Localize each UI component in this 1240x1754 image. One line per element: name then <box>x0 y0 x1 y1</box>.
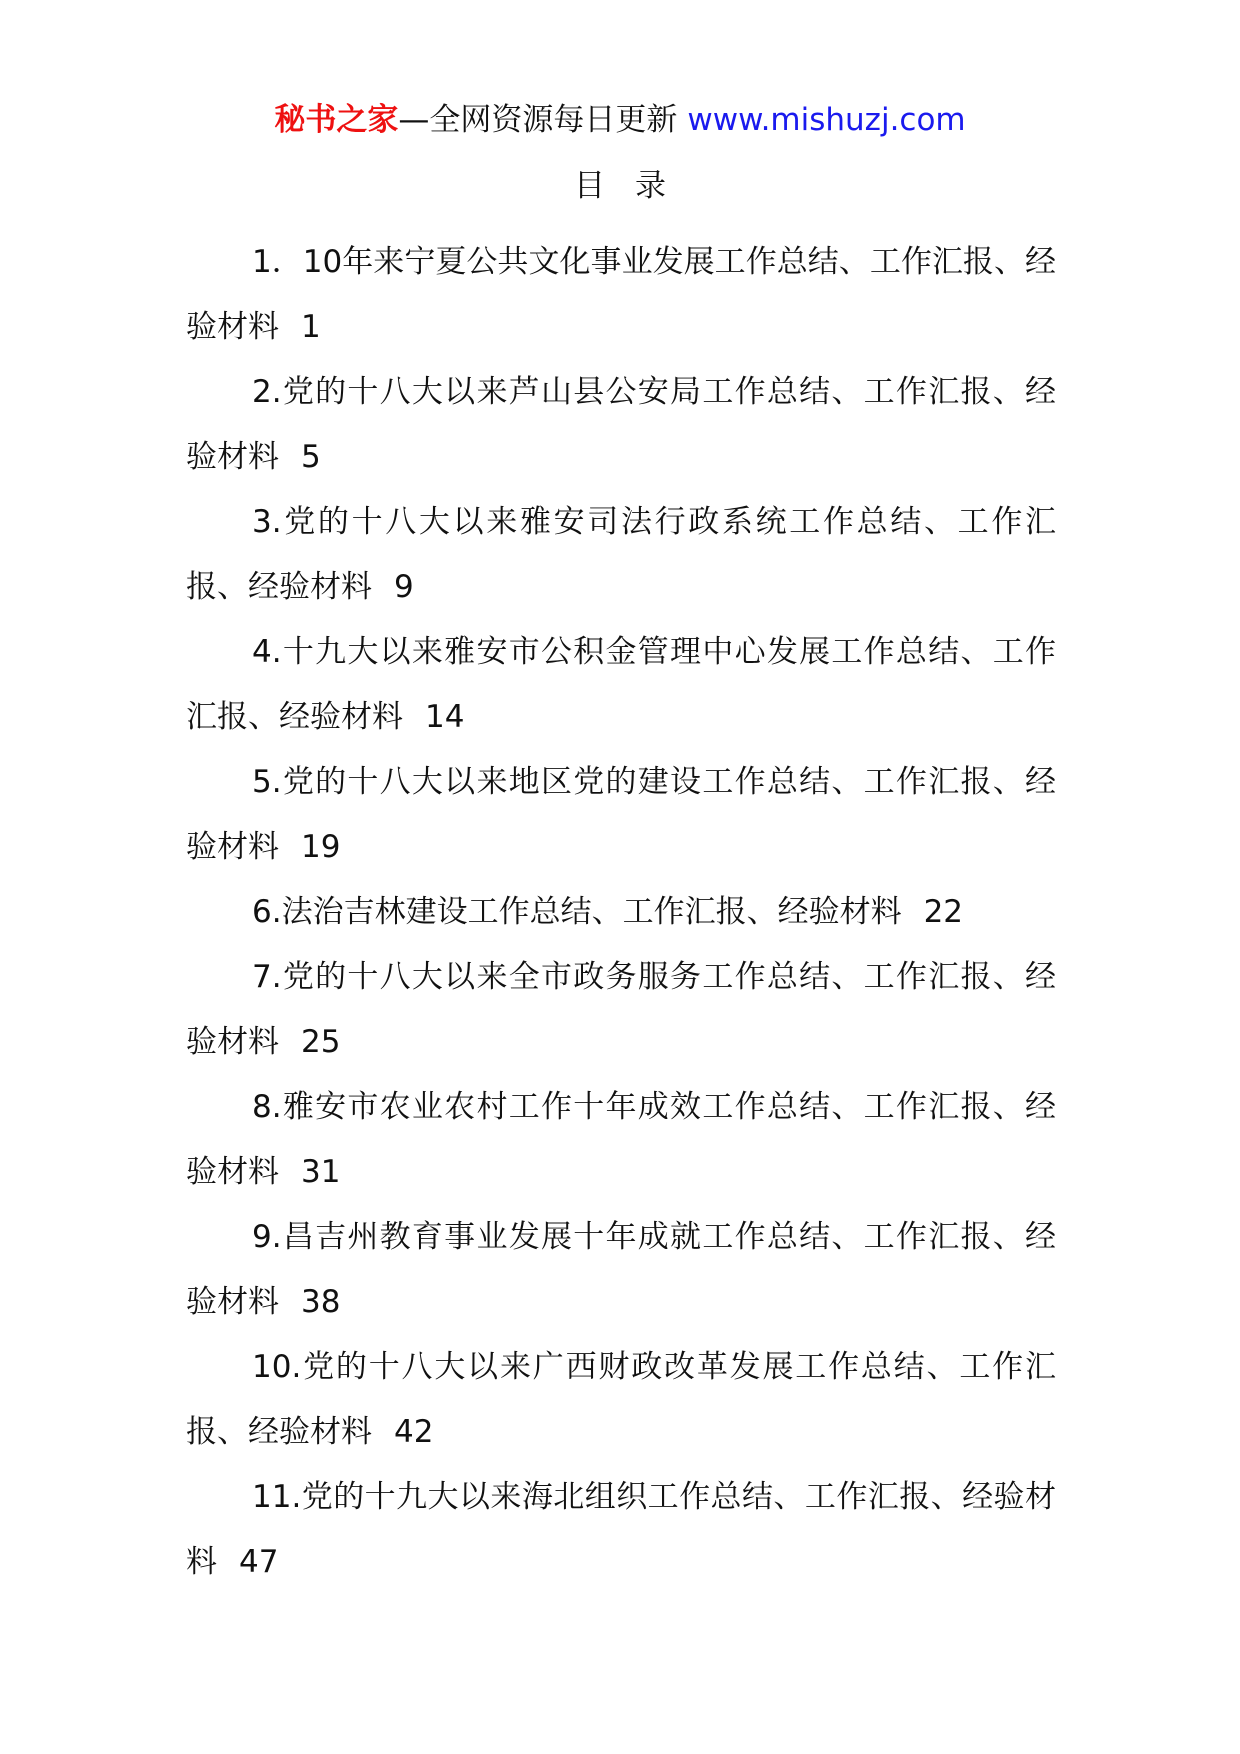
toc-title: 目录 <box>574 168 696 204</box>
toc-entry[interactable] <box>186 750 1056 880</box>
toc-page-number: 42 <box>394 1414 434 1450</box>
toc-entry[interactable] <box>186 880 1056 945</box>
toc-entry[interactable] <box>186 1335 1056 1465</box>
toc-entry-text: 2.党的十八大以来芦山县公安局工作总结、工作汇报、经验材料 <box>186 374 1056 475</box>
toc-entry-text: 1．10年来宁夏公共文化事业发展工作总结、工作汇报、经验材料 <box>186 244 1056 345</box>
toc-entry[interactable] <box>186 360 1056 490</box>
toc-entry[interactable] <box>186 1205 1056 1335</box>
toc-entry-text: 7.党的十八大以来全市政务服务工作总结、工作汇报、经验材料 <box>186 959 1056 1060</box>
toc-page-number: 5 <box>301 439 321 475</box>
brand-name: 秘书之家 <box>274 102 399 138</box>
toc-entry-text: 10.党的十八大以来广西财政改革发展工作总结、工作汇报、经验材料 <box>186 1349 1056 1450</box>
toc-page-number: 25 <box>301 1024 341 1060</box>
toc-page-number: 22 <box>923 894 964 930</box>
toc-entry[interactable] <box>186 1075 1056 1205</box>
toc-page-number: 31 <box>301 1154 341 1190</box>
header-tagline: —全网资源每日更新 <box>398 102 678 138</box>
toc-entry-text: 6.法治吉林建设工作总结、工作汇报、经验材料 <box>252 894 902 930</box>
toc-page-number: 19 <box>301 829 341 865</box>
toc-entry-text: 3.党的十八大以来雅安司法行政系统工作总结、工作汇报、经验材料 <box>186 504 1056 605</box>
toc-entry-text: 8.雅安市农业农村工作十年成效工作总结、工作汇报、经验材料 <box>186 1089 1056 1190</box>
toc-page-number: 9 <box>394 569 414 605</box>
toc-entry[interactable] <box>186 945 1056 1075</box>
site-url-link[interactable]: www.mishuzj.com <box>687 102 966 138</box>
toc-entry-text: 9.昌吉州教育事业发展十年成就工作总结、工作汇报、经验材料 <box>186 1219 1056 1320</box>
toc-entry[interactable] <box>186 230 1056 360</box>
table-of-contents <box>186 230 1056 1595</box>
page-header <box>0 98 1240 142</box>
toc-page-number: 47 <box>239 1544 279 1580</box>
toc-entry[interactable] <box>186 1465 1056 1595</box>
toc-entry-text: 5.党的十八大以来地区党的建设工作总结、工作汇报、经验材料 <box>186 764 1056 865</box>
toc-entry[interactable] <box>186 490 1056 620</box>
toc-page-number: 14 <box>425 699 465 735</box>
toc-entry[interactable] <box>186 620 1056 750</box>
toc-page-number: 1 <box>301 309 321 345</box>
toc-page-number: 38 <box>301 1284 341 1320</box>
toc-entry-text: 4.十九大以来雅安市公积金管理中心发展工作总结、工作汇报、经验材料 <box>186 634 1056 735</box>
toc-entry-text: 11.党的十九大以来海北组织工作总结、工作汇报、经验材料 <box>186 1479 1056 1580</box>
